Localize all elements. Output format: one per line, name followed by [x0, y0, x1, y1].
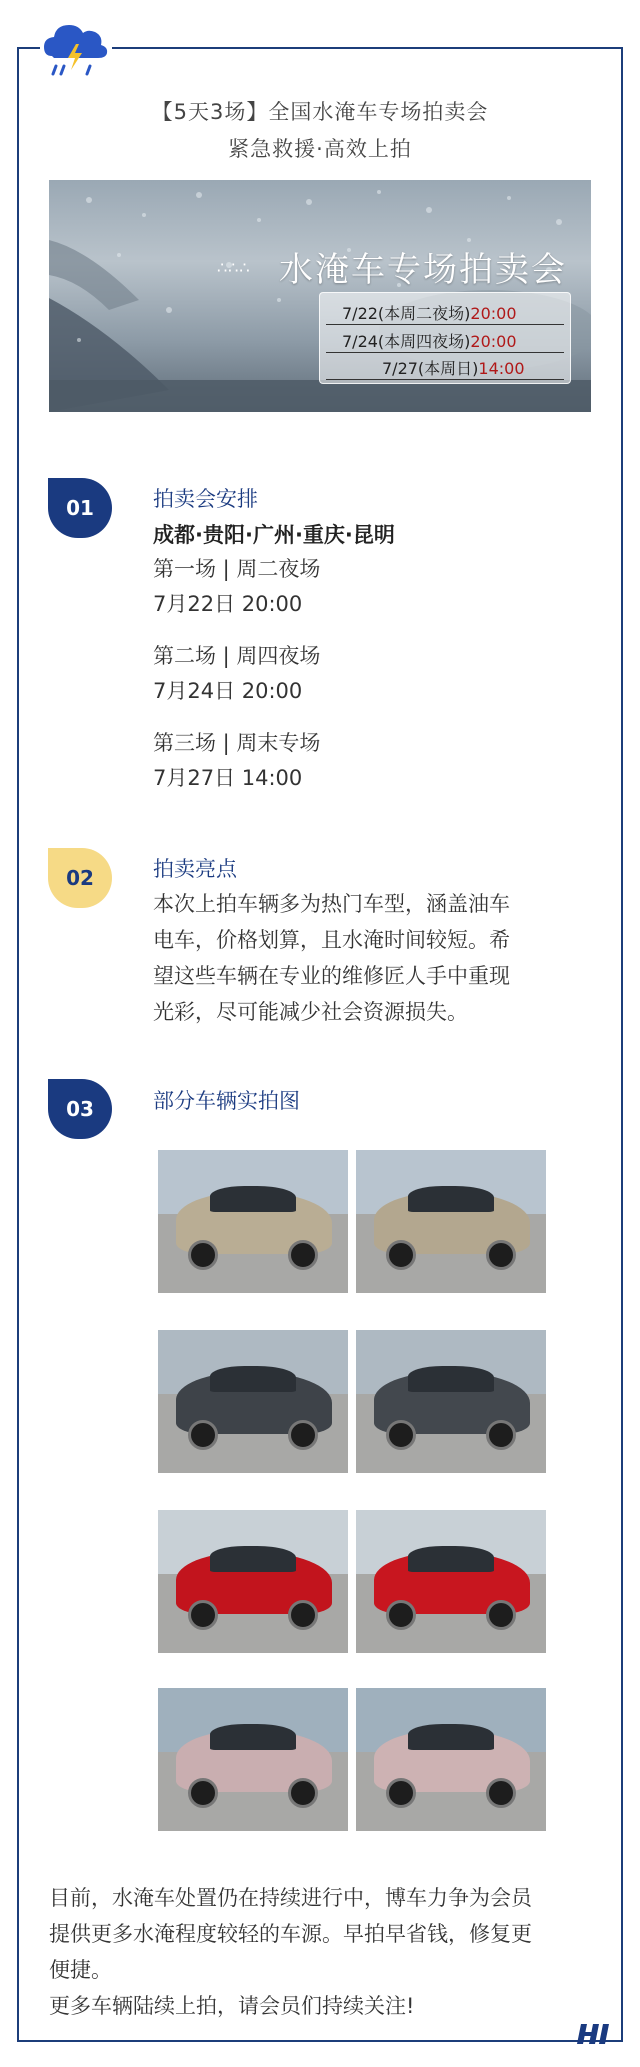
- schedule-row: 7/22(本周二夜场)20:00: [342, 304, 517, 323]
- session-time: 7月24日 20:00: [153, 679, 303, 703]
- page-title: 【5天3场】全国水淹车专场拍卖会: [151, 100, 489, 124]
- car-photo-coupe-red-front: [158, 1510, 348, 1653]
- schedule-row: 7/27(本周日)14:00: [382, 359, 525, 378]
- session-name: 第三场 | 周末专场: [153, 731, 321, 755]
- session-time: 7月22日 20:00: [153, 592, 303, 616]
- car-photo-sedan-gray-front-2: [356, 1330, 546, 1473]
- schedule-row: 7/24(本周四夜场)20:00: [342, 332, 517, 351]
- section-title: 部分车辆实拍图: [153, 1089, 300, 1113]
- section-title: 拍卖亮点: [153, 857, 237, 881]
- section-number-badge: 03: [48, 1079, 112, 1139]
- banner-dots: ∴∴∴: [217, 258, 251, 277]
- brand-logo-icon: [575, 2022, 611, 2046]
- car-photo-suv-gold-front: [158, 1150, 348, 1293]
- banner-title: 水淹车专场拍卖会: [279, 250, 567, 290]
- car-photo-suv-pink-front: [158, 1688, 348, 1831]
- session-name: 第二场 | 周四夜场: [153, 644, 321, 668]
- car-photo-suv-gold-front-2: [356, 1150, 546, 1293]
- car-photo-coupe-red-rear: [356, 1510, 546, 1653]
- session-name: 第一场 | 周二夜场: [153, 557, 321, 581]
- car-photo-sedan-gray-front: [158, 1330, 348, 1473]
- section-number-badge: 01: [48, 478, 112, 538]
- session-time: 7月27日 14:00: [153, 766, 303, 790]
- highlights-paragraph: 本次上拍车辆多为热门车型，涵盖油车 电车，价格划算，且水淹时间较短。希 望这些车辆在专业的维修匠人手中重现 光彩，尽可能减少社会资源损失。: [153, 892, 510, 1024]
- section-title: 拍卖会安排: [153, 487, 258, 511]
- banner-image: [49, 180, 591, 412]
- city-list: 成都·贵阳·广州·重庆·昆明: [153, 523, 395, 547]
- page-subtitle: 紧急救援·高效上拍: [228, 137, 412, 161]
- section-number-badge: 02: [48, 848, 112, 908]
- footer-text: 目前，水淹车处置仍在持续进行中，博车力争为会员 提供更多水淹程度较轻的车源。早拍早省钱，修复更 便捷。 更多车辆陆续上拍，请会员们持续关注!: [49, 1886, 532, 2018]
- cloud-lightning-icon: [40, 16, 112, 86]
- car-photo-suv-pink-front-2: [356, 1688, 546, 1831]
- schedule-box: [319, 292, 571, 384]
